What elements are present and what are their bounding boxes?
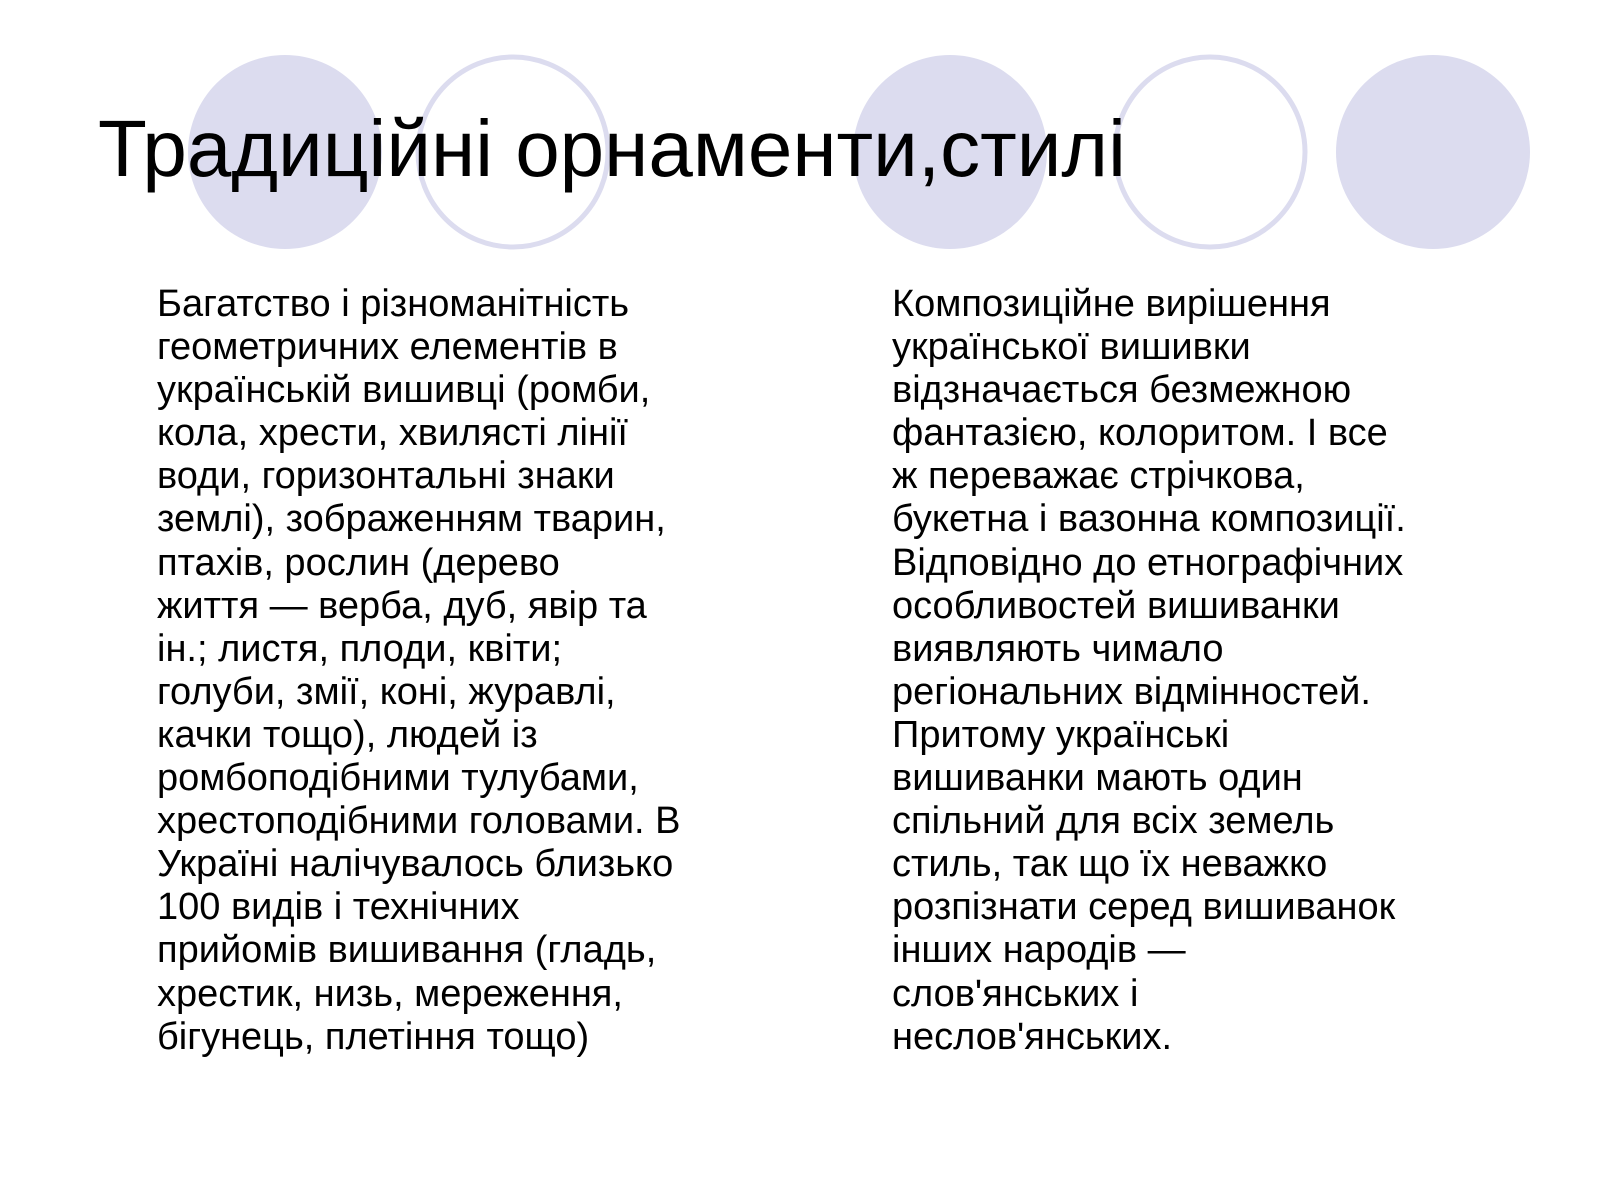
right-column-text: Композиційне вирішення української вишивки відзначається безмежною фантазією, колоритом. І все ж переважає стрічкова, букетна і вазонна композиції. Відповідно до етнографічних особливостей вишиванки виявляють чимало регіональних відмінностей. Притому українські вишиванки мають один спільний для всіх земель стиль, так що їх неважко розпізнати серед вишиванок інших народів — слов'янських і неслов'янських. xyxy=(892,283,1406,1058)
slide-title: Традиційні орнаменти,стилі xyxy=(98,104,1126,193)
outline-circle-2 xyxy=(1115,57,1305,247)
left-column-text: Багатство і різноманітність геометричних елементів в українській вишивці (ромби, кола, хрести, хвилясті лінії води, горизонтальні знаки землі), зображенням тварин, птахів, рослин (дерево життя — верба, дуб, явір та ін.; листя, плоди, квіти; голуби, змії, коні, журавлі, качки тощо), людей із ромбоподібними тулубами, хрестоподібними головами. В Україні налічувалось близько 100 видів і технічних прийомів вишивання (гладь, хрестик, низь, мереження, бігунець, плетіння тощо) xyxy=(157,283,681,1058)
filled-circle-3 xyxy=(1336,55,1530,249)
